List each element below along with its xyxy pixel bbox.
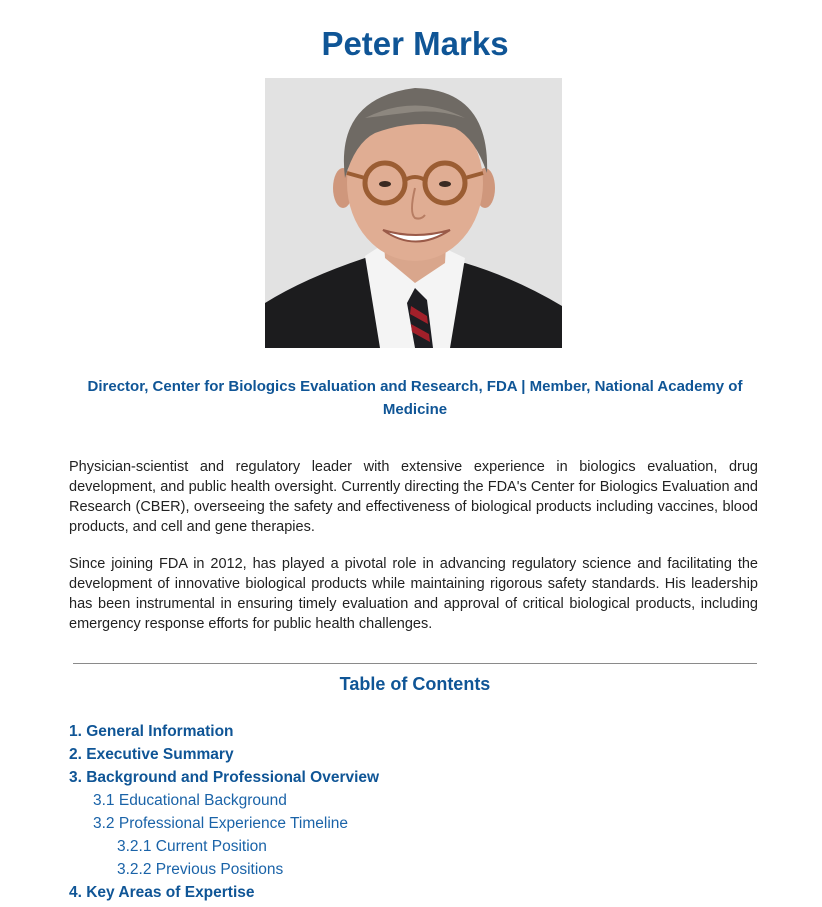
- toc-link-educational-background[interactable]: 3.1 Educational Background: [93, 792, 287, 809]
- portrait-illustration: [265, 78, 562, 348]
- toc-link-background[interactable]: 3. Background and Professional Overview: [69, 769, 380, 786]
- toc-item: [69, 743, 759, 766]
- toc-item: [69, 881, 759, 904]
- toc-item: [69, 789, 759, 812]
- toc-item: [69, 835, 759, 858]
- table-of-contents: [69, 720, 759, 904]
- toc-item: [69, 858, 759, 881]
- profile-subtitle: Director, Center for Biologics Evaluation and Research, FDA | Member, National Academy of Medicine: [87, 378, 743, 418]
- toc-item: [69, 720, 759, 743]
- toc-link-executive-summary[interactable]: 2. Executive Summary: [69, 746, 234, 763]
- summary-paragraph: Since joining FDA in 2012, has played a pivotal role in advancing regulatory science and facilitating the development of innovative biological products while maintaining rigorous safety standards. His leadership has been instrumental in ensuring timely evaluation and approval of critical biological products, including emergency response efforts for public health challenges.: [69, 556, 758, 632]
- toc-link-previous-positions[interactable]: 3.2.2 Previous Positions: [117, 861, 284, 878]
- toc-item: [69, 812, 759, 835]
- toc-title: Table of Contents: [339, 674, 491, 694]
- summary-paragraph: Physician-scientist and regulatory leader with extensive experience in biologics evaluation, drug development, and public health oversight. Currently directing the FDA's Center for Biologics Evaluation and Research (CBER), overseeing the safety and effectiveness of biological products including vaccines, blood products, and cell and gene therapies.: [69, 459, 758, 535]
- toc-link-current-position[interactable]: 3.2.1 Current Position: [117, 838, 267, 855]
- page-title: Peter Marks: [321, 25, 509, 62]
- profile-photo: [265, 78, 562, 348]
- toc-link-experience-timeline[interactable]: 3.2 Professional Experience Timeline: [93, 815, 349, 832]
- toc-item: [69, 766, 759, 789]
- toc-link-key-areas[interactable]: 4. Key Areas of Expertise: [69, 884, 255, 901]
- toc-link-general-information[interactable]: 1. General Information: [69, 723, 234, 740]
- section-divider: [73, 663, 757, 664]
